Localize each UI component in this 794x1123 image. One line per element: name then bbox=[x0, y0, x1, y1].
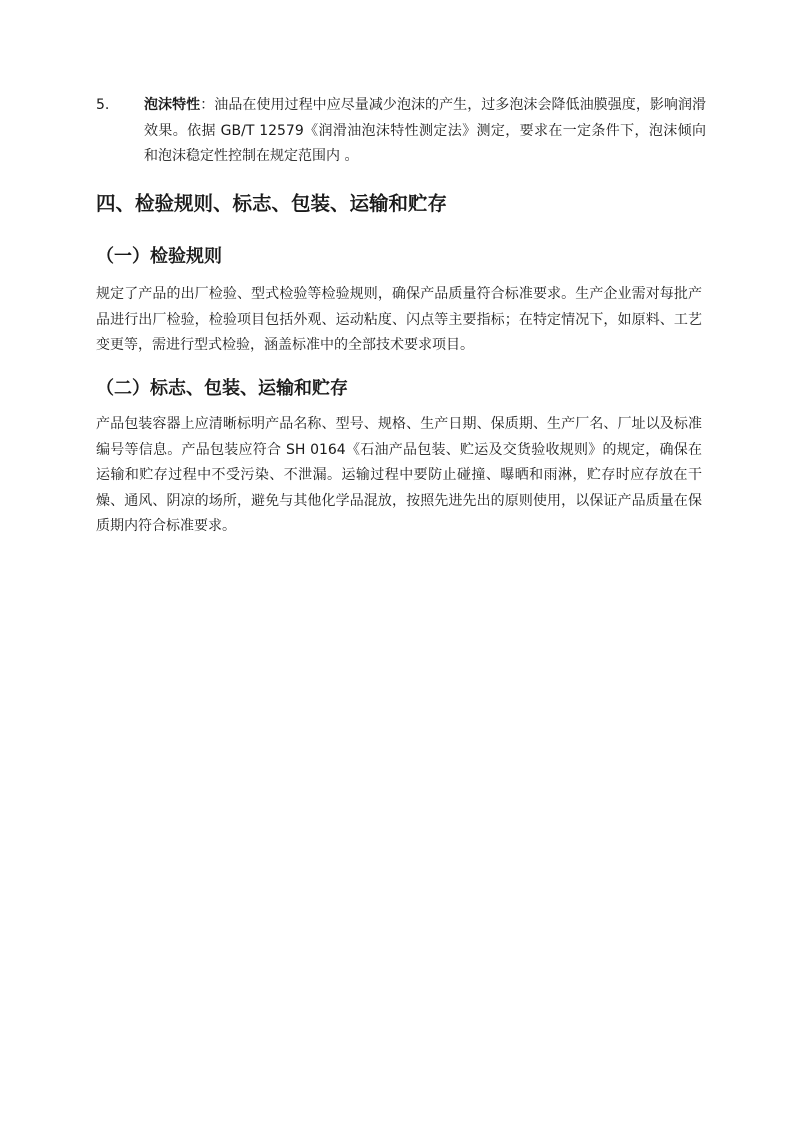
paragraph-marking-packaging: 产品包装容器上应清晰标明产品名称、型号、规格、生产日期、保质期、生产厂名、厂址以及标准编号等信息。产品包装应符合 SH 0164《石油产品包装、贮运及交货验收规则》的规定，确保在运输和贮存过程中不受污染、不泄漏。运输过程中要防止碰撞、曝晒和雨淋，贮存时应存放在干燥、通风、阴凉的场所，避免与其他化学品混放，按照先进先出的原则使用，以保证产品质量在保质期内符合标准要求。 bbox=[96, 416, 702, 534]
list-item-body bbox=[144, 93, 706, 170]
list-number: 5. bbox=[96, 97, 110, 113]
list-item-separator: ： bbox=[200, 97, 215, 113]
section-heading: 四、检验规则、标志、包装、运输和贮存 bbox=[96, 192, 448, 215]
list-item-foam-property bbox=[96, 93, 706, 170]
subsection-heading-marking-packaging: （二）标志、包装、运输和贮存 bbox=[96, 378, 348, 399]
list-item-term: 泡沫特性 bbox=[144, 97, 201, 113]
list-item-text: 油品在使用过程中应尽量减少泡沫的产生，过多泡沫会降低油膜强度，影响润滑效果。依据 GB/T 12579《润滑油泡沫特性测定法》测定，要求在一定条件下，泡沫倾向和泡沫稳定性控制在规定范围内 。 bbox=[144, 97, 707, 164]
paragraph-inspection-rules: 规定了产品的出厂检验、型式检验等检验规则，确保产品质量符合标准要求。生产企业需对每批产品进行出厂检验，检验项目包括外观、运动粘度、闪点等主要指标；在特定情况下，如原料、工艺变更等，需进行型式检验，涵盖标准中的全部技术要求项目。 bbox=[96, 286, 702, 353]
subsection-heading-inspection-rules: （一）检验规则 bbox=[96, 246, 222, 267]
